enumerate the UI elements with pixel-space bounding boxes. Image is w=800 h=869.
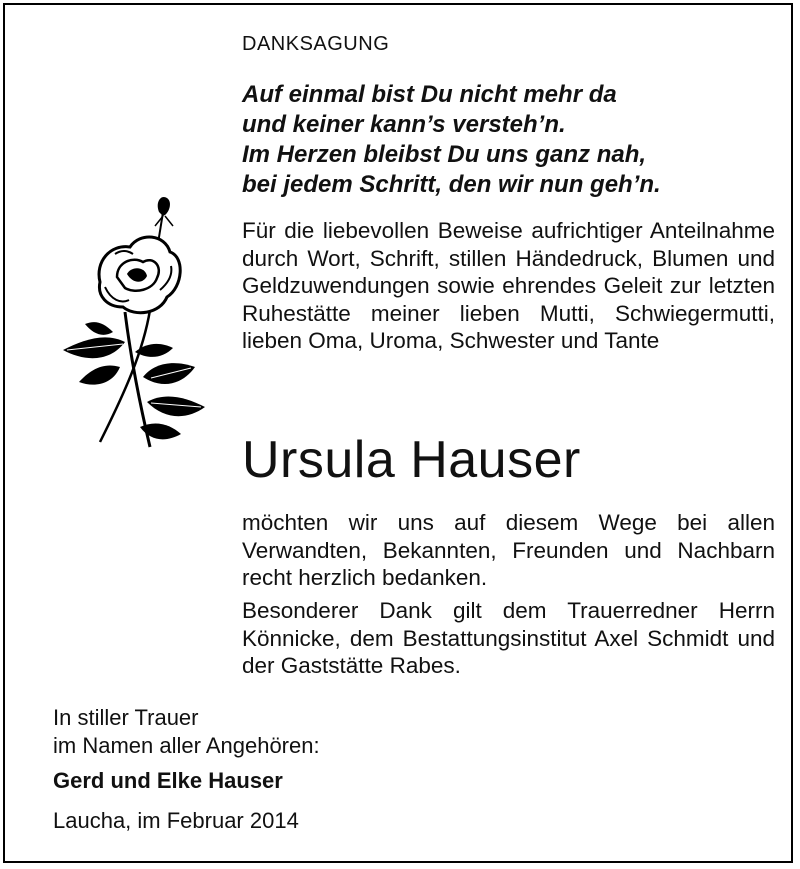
poem xyxy=(242,80,661,200)
poem-line: Auf einmal bist Du nicht mehr da xyxy=(242,81,617,108)
signature-line: In stiller Trauer xyxy=(53,705,199,730)
thanks-paragraph: Für die liebevollen Beweise aufrichtiger Anteilnahme durch Wort, Schrift, stillen Händedruck, Blumen und Geldzuwendungen sowie ehrendes Geleit zur letzten Ruhestätte meiner lieben Mutti, Schwiegermutti, lieben Oma, Uroma, Schwester und Tante xyxy=(242,218,775,353)
special-thanks-paragraph: Besonderer Dank gilt dem Trauerredner Herrn Könnicke, dem Bestattungsinstitut Axel Schmidt und der Gaststätte Rabes. xyxy=(242,598,775,678)
thanks-recipients-paragraph: möchten wir uns auf diesem Wege bei allen Verwandten, Bekannten, Freunden und Nachbarn recht herzlich bedanken. xyxy=(242,510,775,590)
rose-icon xyxy=(55,192,215,452)
signature-line: im Namen aller Angehören: xyxy=(53,733,320,758)
family-name: Gerd und Elke Hauser xyxy=(53,768,283,793)
poem-line: und keiner kann’s versteh’n. xyxy=(242,111,566,138)
poem-line: bei jedem Schritt, den wir nun geh’n. xyxy=(242,171,661,198)
place-date: Laucha, im Februar 2014 xyxy=(53,808,299,833)
deceased-name: Ursula Hauser xyxy=(242,431,581,489)
notice-heading: DANKSAGUNG xyxy=(242,33,390,55)
poem-line: Im Herzen bleibst Du uns ganz nah, xyxy=(242,141,647,168)
signature-block xyxy=(53,704,320,760)
